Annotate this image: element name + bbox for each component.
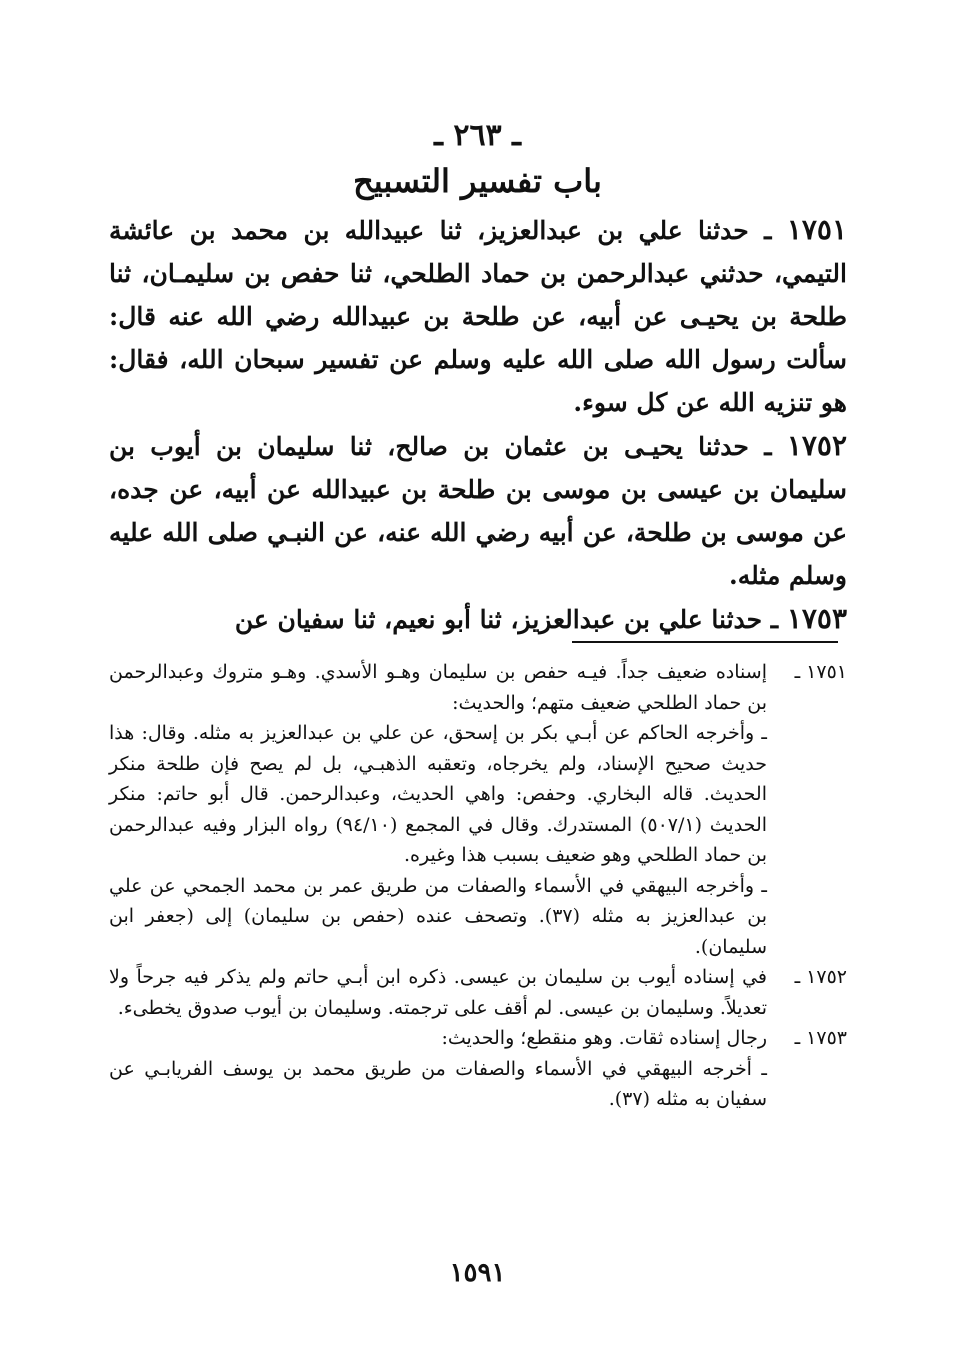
main-text xyxy=(109,208,847,641)
footnote-separator xyxy=(572,641,838,643)
footnotes xyxy=(109,657,847,1115)
footnote-number: ١٧٥٢ ـ xyxy=(794,966,847,988)
hadith-paragraph xyxy=(109,208,847,424)
hadith-paragraph xyxy=(109,424,847,597)
footnote-body xyxy=(109,1023,767,1115)
hadith-number: ١٧٥١ xyxy=(786,213,847,246)
footnote-line: إسناده ضعيف جداً. فيـه حفص بن سليمان وهـو الأسدي. وهـو متروك وعبدالرحمن بن حماد الطلحي ضعيف متهم؛ والحديث: xyxy=(109,661,767,714)
footnote-line: رجال إسناده ثقات. وهو منقطع؛ والحديث: xyxy=(441,1027,767,1049)
footnote-body xyxy=(109,962,767,1023)
chapter-title: باب تفسير التسبيح xyxy=(353,162,602,200)
footnote-line: ـ أخرجه البيهقي في الأسماء والصفات من طريق محمد بن يوسف الفريابـي عن سفيان به مثله (٣٧). xyxy=(109,1057,767,1110)
hadith-number: ١٧٥٢ xyxy=(786,429,847,462)
footnote-number: ١٧٥١ ـ xyxy=(794,661,847,683)
footnote-line: في إسناده أيوب بن سليمان بن عيسى. ذكره ابن أبـي حاتم ولم يذكر فيه جرحاً ولا تعديلاً. وسليمان بن عيسى. لم أقف على ترجمته. وسليمان بن أيوب صدوق يخطىء. xyxy=(109,966,767,1019)
footnote-body xyxy=(109,657,767,962)
hadith-text: ـ حدثنا علي بن عبدالعزيز، ثنا عبيدالله بن محمد بن عائشة التيمي، حدثني عبدالرحمن بن حماد الطلحي، ثنا حفص بن سليمـان، ثنا طلحة بن يحيـى عن أبيه، عن طلحة بن عبيدالله رضي الله عنه قال: سألت رسول الله صلى الله عليه وسلم عن تفسير سبحان الله، فقال: هو تنزيه الله عن كل سوء. xyxy=(109,216,847,417)
footnote xyxy=(109,1023,847,1115)
hadith-text: ـ حدثنا يحيـى بن عثمان بن صالح، ثنا سليمان بن أيوب بن سليمان بن عيسى بن موسى بن طلحة بن عبيدالله عن أبيه، عن جده، عن موسى بن طلحة، عن أبيه رضي الله عنه، عن النبـي صلى الله عليه وسلم مثله. xyxy=(109,432,847,590)
footnote-number: ١٧٥٣ ـ xyxy=(794,1027,847,1049)
hadith-text: ـ حدثنا علي بن عبدالعزيز، ثنا أبو نعيم، ثنا سفيان عن xyxy=(234,605,787,634)
footnote-line: ـ وأخرجه البيهقي في الأسماء والصفات من طريق عمر بن محمد الجمحي عن علي بن عبدالعزيز به مثله (٣٧). وتصحف عنده (حفص بن سليمان) إلى (جعفر ابن سليمان). xyxy=(109,874,768,958)
chapter-number: ـ ٢٦٣ ـ xyxy=(434,118,521,153)
footnote xyxy=(109,962,847,1023)
hadith-number: ١٧٥٣ xyxy=(786,602,847,635)
footnote-line: ـ وأخرجه الحاكم عن أبـي بكر بن إسحق، عن علي بن عبدالعزيز به مثله. وقال: هذا حديث صحيح الإسناد، ولم يخرجاه، وتعقبه الذهبـي، بل لم يصح فإن طلحة منكر الحديث. قاله البخاري. وحفص: واهي الحديث، وعبدالرحمن. قال أبو حاتم: منكر الحديث (٥٠٧/١) المستدرك. وقال في المجمع (٩٤/١٠) رواه البزار وفيه عبدالرحمن بن حماد الطلحي وهو ضعيف بسبب هذا وغيره. xyxy=(109,722,768,866)
hadith-paragraph xyxy=(109,597,847,641)
footnote xyxy=(109,657,847,962)
page-number: ١٥٩١ xyxy=(449,1258,506,1288)
